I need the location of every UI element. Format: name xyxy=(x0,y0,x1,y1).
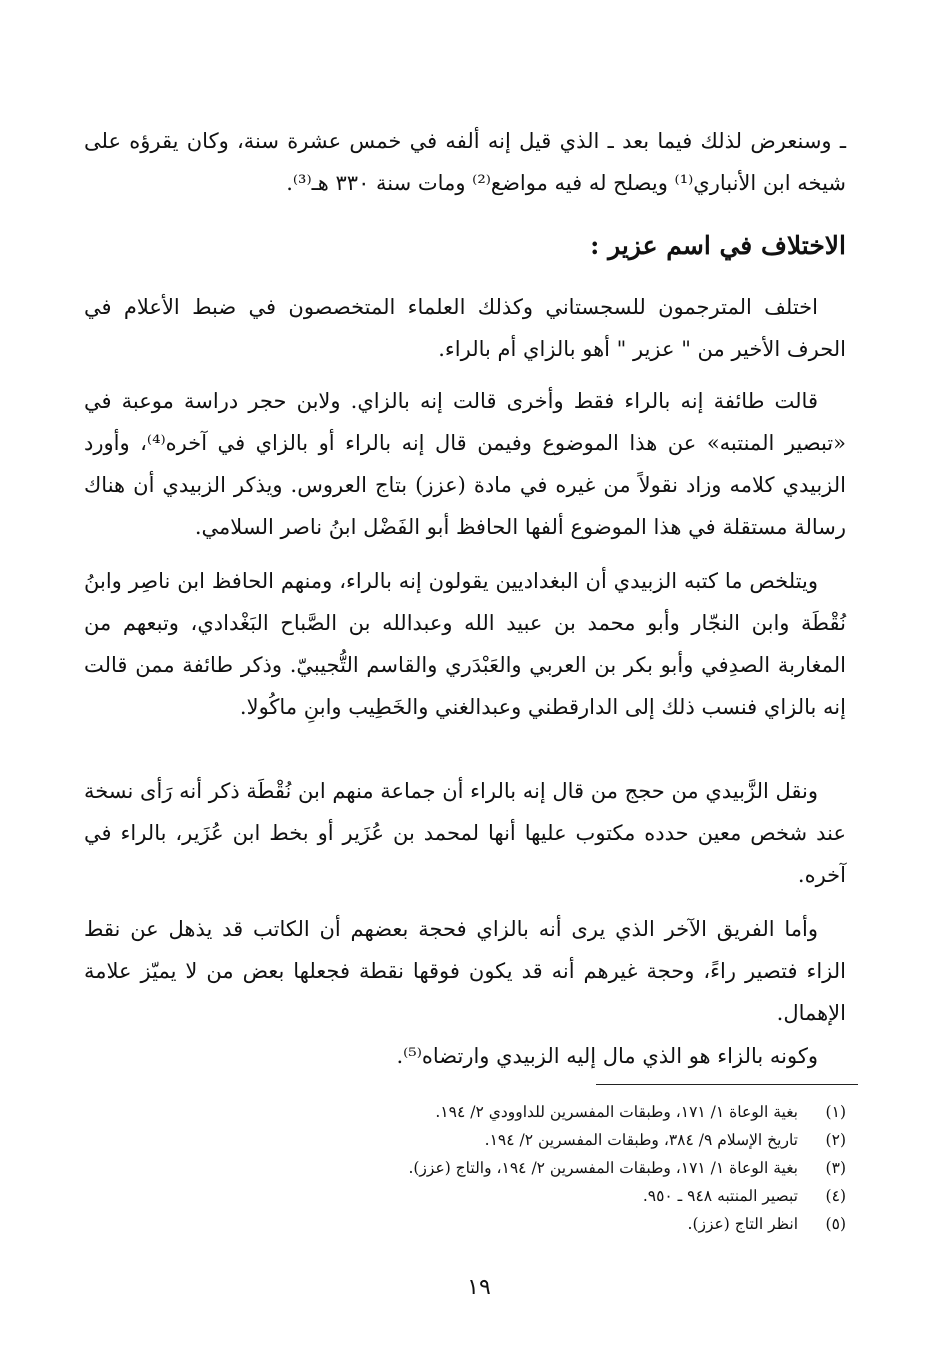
footnotes-list xyxy=(84,1098,846,1238)
footnote-text: بغية الوعاة ١/ ١٧١، وطبقات المفسرين للداوودي ٢/ ١٩٤. xyxy=(435,1103,798,1121)
footnote-text: تبصير المنتبه ٩٤٨ ـ ٩٥٠. xyxy=(642,1187,798,1205)
paragraph-text: قالت طائفة إنه بالراء فقط وأخرى قالت إنه بالزاي. ولابن حجر دراسة موعبة في «تبصير المنتبه» عن هذا الموضوع وفيمن قال إنه بالراء أو بالزاي في آخره⁽⁴⁾، وأورد الزبيدي كلامه وزاد نقولاً من غيره في مادة (عزز) بتاج العروس. ويذكر الزبيدي أن هناك رسالة مستقلة في هذا الموضوع ألفها الحافظ أبو الفَضْل ابنُ ناصر السلامي. xyxy=(84,389,846,539)
footnote-divider xyxy=(596,1084,858,1085)
body-paragraph-4 xyxy=(84,770,846,896)
footnote-item xyxy=(84,1210,846,1238)
paragraph-text: وأما الفريق الآخر الذي يرى أنه بالزاي فحجة بعضهم أن الكاتب قد يذهل عن نقط الزاء فتصير راءً، وحجة غيرهم أنه قد يكون فوقها نقطة فجعلها بعض من لا يميّز علامة الإهمال. xyxy=(84,917,846,1025)
footnote-number: (١) xyxy=(825,1103,846,1121)
page-number: ١٩ xyxy=(467,1275,491,1300)
body-paragraph-5 xyxy=(84,908,846,1034)
footnote-text: تاريخ الإسلام ٩/ ٣٨٤، وطبقات المفسرين ٢/ ١٩٤. xyxy=(484,1131,798,1149)
paragraph-text: ويتلخص ما كتبه الزبيدي أن البغداديين يقولون إنه بالراء، ومنهم الحافظ ابن ناصِر وابنُ نُقْطَة وابن النجّار وأبو محمد بن عبيد الله وعبدالله بن الصَّباح البَغْدادي، وتبعهم من المغاربة الصدِفي وأبو بكر بن العربي والعَبْدَري والقاسم التُّجيبيّ. وذكر طائفة ممن قالت إنه بالزاي فنسب ذلك إلى الدارقطني وعبدالغني والخَطِيب وابنِ ماكُولا. xyxy=(84,569,846,719)
footnote-number: (٣) xyxy=(825,1159,846,1177)
footnote-number: (٤) xyxy=(825,1187,846,1205)
footnote-item xyxy=(84,1182,846,1210)
footnote-item xyxy=(84,1098,846,1126)
body-paragraph-2 xyxy=(84,380,846,548)
footnote-item xyxy=(84,1126,846,1154)
footnote-number: (٢) xyxy=(825,1131,846,1149)
body-paragraph-1 xyxy=(84,286,846,370)
paragraph-text: وكونه بالزاء هو الذي مال إليه الزبيدي وارتضاه⁽⁵⁾. xyxy=(396,1044,818,1068)
paragraph-text: اختلف المترجمون للسجستاني وكذلك العلماء المتخصصون في ضبط الأعلام في الحرف الأخير من " عزير " أهو بالزاي أم بالراء. xyxy=(84,295,846,361)
intro-text: ـ وسنعرض لذلك فيما بعد ـ الذي قيل إنه ألفه في خمس عشرة سنة، وكان يقرؤه على شيخه ابن الأنباري⁽¹⁾ ويصلح له فيه مواضع⁽²⁾ ومات سنة ٣٣٠ هـ⁽³⁾. xyxy=(84,129,846,195)
footnote-item xyxy=(84,1154,846,1182)
paragraph-text: ونقل الزَّبيدي من حجج من قال إنه بالراء أن جماعة منهم ابن نُقْطَة ذكر أنه رَأى نسخة عند شخص معين حدده مكتوب عليها أنها لمحمد بن عُزَير أو بخط ابن عُزَير، بالراء في آخره. xyxy=(83,779,846,887)
section-heading: الاختلاف في اسم عزير : xyxy=(590,231,846,260)
intro-paragraph xyxy=(84,120,846,204)
body-paragraph-3 xyxy=(84,560,846,728)
footnote-number: (٥) xyxy=(825,1215,846,1233)
footnote-text: انظر التاج (عزز). xyxy=(687,1215,798,1233)
footnote-text: بغية الوعاة ١/ ١٧١، وطبقات المفسرين ٢/ ١٩٤، والتاج (عزز). xyxy=(408,1159,798,1177)
body-paragraph-6 xyxy=(84,1035,846,1077)
